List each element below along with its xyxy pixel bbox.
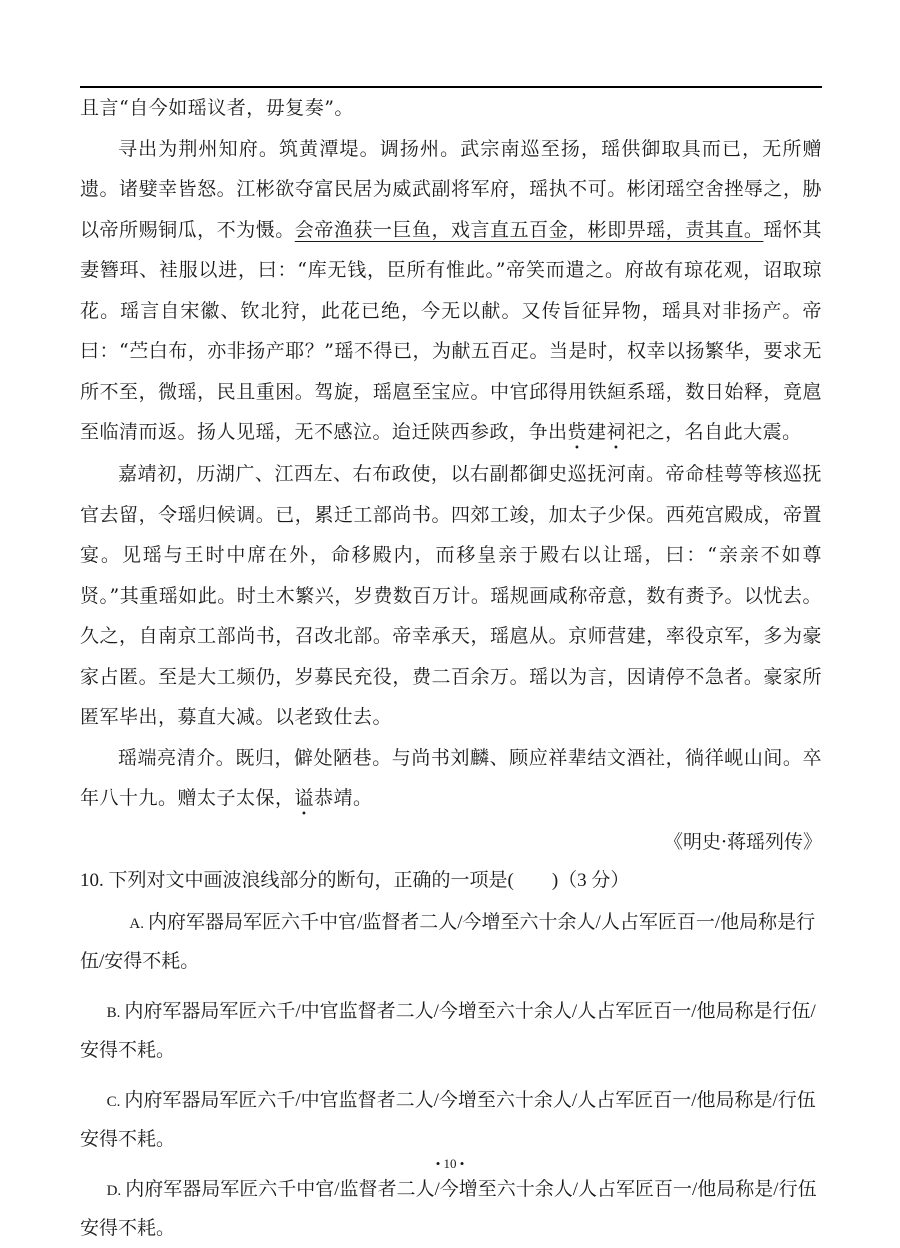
wavy-underlined-text: 会帝渔获一巨鱼，戏言直五百金，彬即畀瑶，责其直。 — [294, 218, 764, 241]
passage-source: 《明史·蒋瑶列传》 — [663, 831, 822, 853]
option-d-text: 内府军器局军匠六千中官/监督者二人/今增至六十余人/人占军匠百一/他局称是/行伍安得不耗。 — [80, 1179, 817, 1239]
option-b — [80, 993, 822, 1070]
option-c — [80, 1082, 822, 1159]
option-b-text: 内府军器局军匠六千/中官监督者二人/今增至六十余人/人占军匠百一/他局称是行伍/安得不耗。 — [80, 1001, 816, 1061]
paragraph-2-text-b: 瑶怀其妻簪珥、袿服以进，曰：“库无钱，臣所有惟此。”帝笑而遣之。府故有琼花观，诏取琼花。瑶言自宋徽、钦北狩，此花已绝，今无以献。又传旨征异物，瑶具对非扬产。帝曰：“苎白布，亦非扬产耶？”瑶不得已，为献五百疋。当是时，权幸以扬繁华，要求无所不至，微瑶，民且重困。驾旋，瑶扈至宝应。中官邱得用铁絙系瑶，数日始释，竟扈至临清而返。扬人见瑶，无不感泣。迨迁陕西参政，争出 — [80, 218, 822, 443]
paragraph-2-text-d: 祀之，名自此大震。 — [626, 421, 802, 443]
option-c-label: C. — [106, 1094, 121, 1110]
paragraph-2-text-c: 建 — [587, 421, 607, 443]
passage-paragraph-4 — [80, 738, 822, 821]
option-a-text: 内府军器局军匠六千中官/监督者二人/今增至六十余人/人占军匠百一/他局称是行伍/安得不耗。 — [80, 912, 816, 972]
question-stem: 10. 下列对文中画波浪线部分的断句，正确的一项是( )（3 分） — [80, 870, 630, 891]
question-10 — [80, 862, 822, 1248]
paragraph-4-text-a: 瑶端亮清介。既归，僻处陋巷。与尚书刘麟、顾应祥辈结文酒社，徜徉岘山间。卒年八十九。赠太子太保， — [80, 746, 822, 809]
option-d — [80, 1171, 822, 1248]
page-content — [80, 88, 822, 1248]
passage-paragraph-3: 嘉靖初，历湖广、江西左、右布政使，以右副都御史巡抚河南。帝命桂萼等核巡抚官去留，令瑶归候调。已，累迁工部尚书。四郊工竣，加太子少保。西苑宫殿成，帝置宴。见瑶与王时中席在外，命移殿内，而移皇亲于殿右以让瑶，曰：“亲亲不如尊贤。”其重瑶如此。时土木繁兴，岁费数百万计。瑶规画咸称帝意，数有赉予。以忧去。久之，自南京工部尚书，召改北部。帝幸承天，瑶扈从。京师营建，率役京军，多为豪家占匿。至是大工频仍，岁募民充役，费二百余万。瑶以为言，因请停不急者。豪家所匿军毕出，募直大减。以老致仕去。 — [80, 463, 822, 728]
passage — [80, 88, 822, 820]
dotted-char-ci: 祠 — [606, 421, 627, 443]
option-b-label: B. — [106, 1005, 121, 1021]
passage-paragraph-2 — [80, 129, 822, 455]
option-a-label: A. — [129, 916, 144, 932]
option-a — [80, 904, 822, 981]
dotted-char-shi: 谥 — [294, 787, 315, 809]
option-d-label: D. — [106, 1183, 122, 1199]
option-c-text: 内府军器局军匠六千/中官监督者二人/今增至六十余人/人占军匠百一/他局称是/行伍安得不耗。 — [80, 1090, 816, 1150]
passage-paragraph-1: 且言“自今如瑶议者，毋复奏”。 — [80, 97, 354, 119]
dotted-char-zi: 赀 — [567, 421, 588, 443]
page-number: • 10 • — [435, 1156, 465, 1171]
paragraph-4-text-b: 恭靖。 — [314, 787, 373, 809]
paragraph-2-text-a: 寻出为荆州知府。筑黄潭堤。调扬州。武宗南巡至扬，瑶供御取具而已，无所赠遗。诸嬖幸皆怒。江彬欲夺富民居为威武副将军府，瑶执不可。彬闭瑶空舍挫辱之，胁以帝所赐铜瓜，不为慑。 — [80, 137, 822, 241]
